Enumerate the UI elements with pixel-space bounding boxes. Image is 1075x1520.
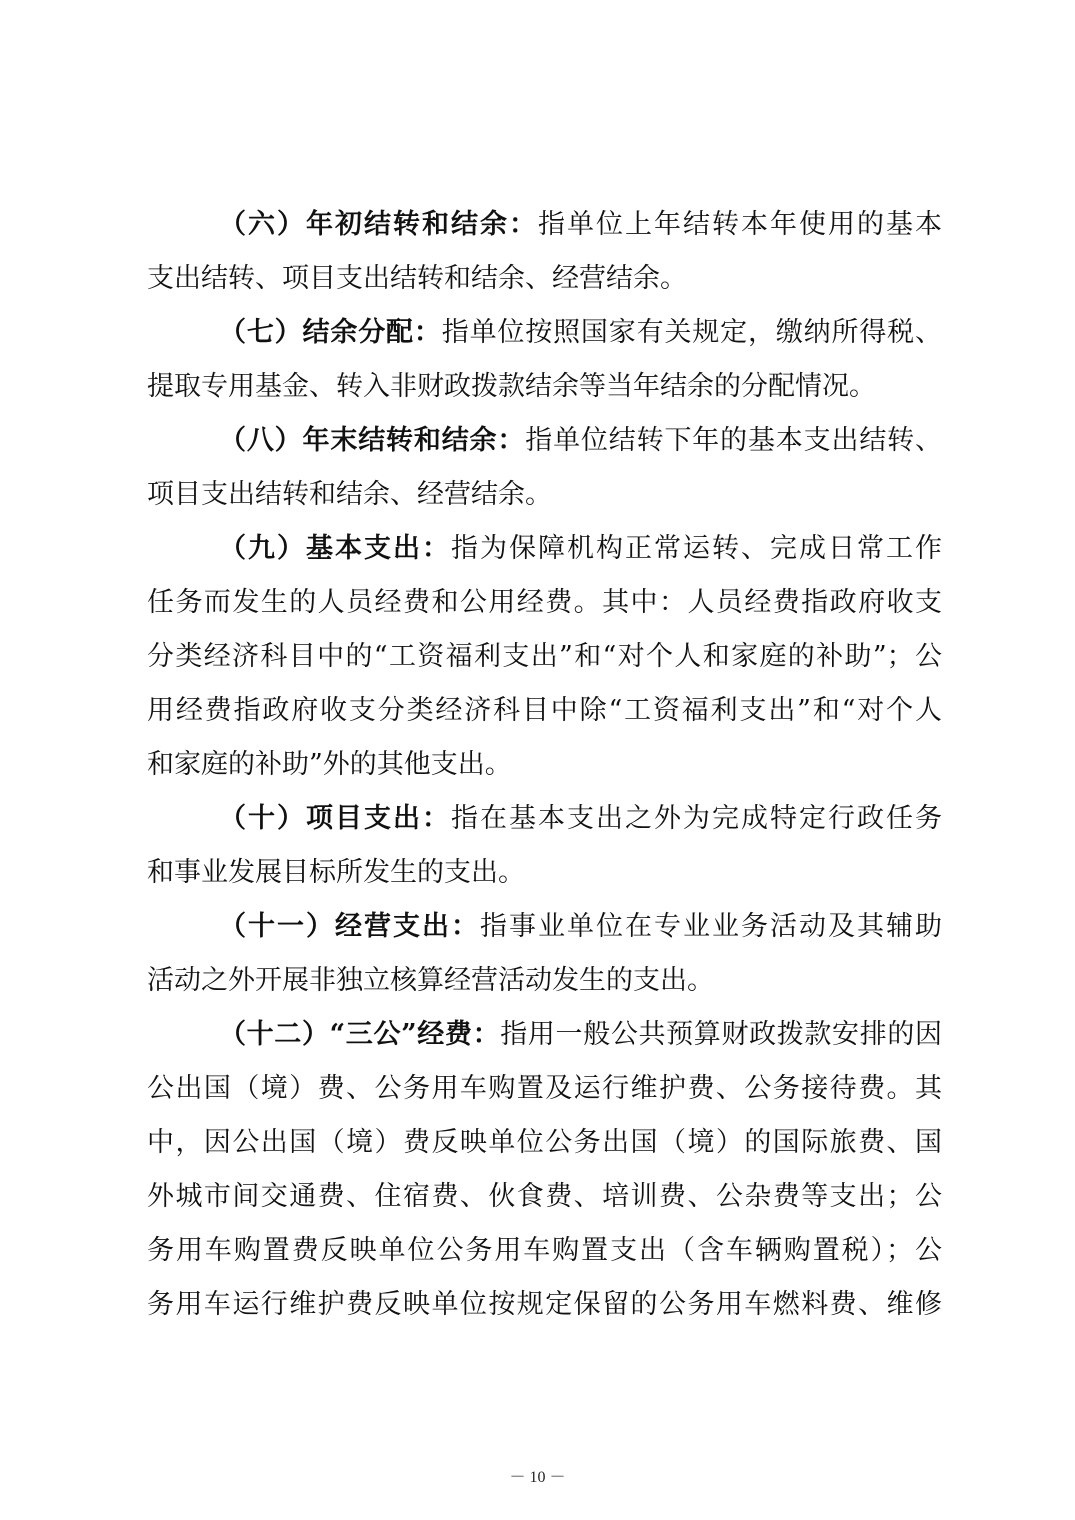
line-text: 务用车购置费反映单位公务用车购置支出（含车辆购置税）；公	[147, 1235, 942, 1266]
text-line	[147, 414, 942, 468]
text-line	[147, 1170, 942, 1224]
paragraph-label: （十一）经营支出：	[219, 911, 480, 942]
document-body	[147, 198, 942, 1332]
line-text: 指单位结转下年的基本支出结转、	[525, 425, 942, 456]
paragraph	[147, 792, 942, 900]
text-line	[147, 630, 942, 684]
text-line	[147, 360, 942, 414]
line-text: 指在基本支出之外为完成特定行政任务	[451, 803, 942, 834]
text-line	[147, 1116, 942, 1170]
paragraph	[147, 414, 942, 522]
text-line	[147, 846, 942, 900]
line-text: 中，因公出国（境）费反映单位公务出国（境）的国际旅费、国	[147, 1127, 942, 1158]
paragraph-label: （十二）“三公”经费：	[219, 1019, 501, 1050]
line-text: 项目支出结转和结余、经营结余。	[147, 479, 552, 510]
paragraph-label: （八）年末结转和结余：	[219, 425, 526, 456]
text-line	[147, 954, 942, 1008]
line-text: 外城市间交通费、住宿费、伙食费、培训费、公杂费等支出；公	[147, 1181, 942, 1212]
paragraph	[147, 198, 942, 306]
line-text: 指用一般公共预算财政拨款安排的因	[500, 1019, 942, 1050]
line-text: 指单位按照国家有关规定，缴纳所得税、	[441, 317, 942, 348]
page-number: － 10 －	[509, 1469, 566, 1486]
text-line	[147, 522, 942, 576]
paragraph-label: （七）结余分配：	[219, 317, 442, 348]
line-text: 和事业发展目标所发生的支出。	[147, 857, 525, 888]
line-text: 活动之外开展非独立核算经营活动发生的支出。	[147, 965, 714, 996]
line-text: 分类经济科目中的“工资福利支出”和“对个人和家庭的补助”；公	[147, 641, 942, 672]
line-text: 和家庭的补助”外的其他支出。	[147, 749, 512, 780]
text-line	[147, 468, 942, 522]
text-line	[147, 900, 942, 954]
paragraph-label: （十）项目支出：	[219, 803, 451, 834]
text-line	[147, 252, 942, 306]
line-text: 支出结转、项目支出结转和结余、经营结余。	[147, 263, 687, 294]
text-line	[147, 1008, 942, 1062]
paragraph	[147, 1008, 942, 1332]
line-text: 指事业单位在专业业务活动及其辅助	[480, 911, 942, 942]
line-text: 务用车运行维护费反映单位按规定保留的公务用车燃料费、维修	[147, 1289, 942, 1320]
text-line	[147, 576, 942, 630]
text-line	[147, 198, 942, 252]
text-line	[147, 306, 942, 360]
paragraph	[147, 306, 942, 414]
paragraph-label: （六）年初结转和结余：	[219, 209, 538, 240]
text-line	[147, 1224, 942, 1278]
line-text: 提取专用基金、转入非财政拨款结余等当年结余的分配情况。	[147, 371, 876, 402]
paragraph	[147, 522, 942, 792]
line-text: 指单位上年结转本年使用的基本	[538, 209, 942, 240]
paragraph	[147, 900, 942, 1008]
text-line	[147, 684, 942, 738]
line-text: 任务而发生的人员经费和公用经费。其中：人员经费指政府收支	[147, 587, 942, 618]
text-line	[147, 1278, 942, 1332]
line-text: 用经费指政府收支分类经济科目中除“工资福利支出”和“对个人	[147, 695, 942, 726]
text-line	[147, 738, 942, 792]
line-text: 指为保障机构正常运转、完成日常工作	[451, 533, 942, 564]
text-line	[147, 1062, 942, 1116]
text-line	[147, 792, 942, 846]
line-text: 公出国（境）费、公务用车购置及运行维护费、公务接待费。其	[147, 1073, 942, 1104]
paragraph-label: （九）基本支出：	[219, 533, 451, 564]
